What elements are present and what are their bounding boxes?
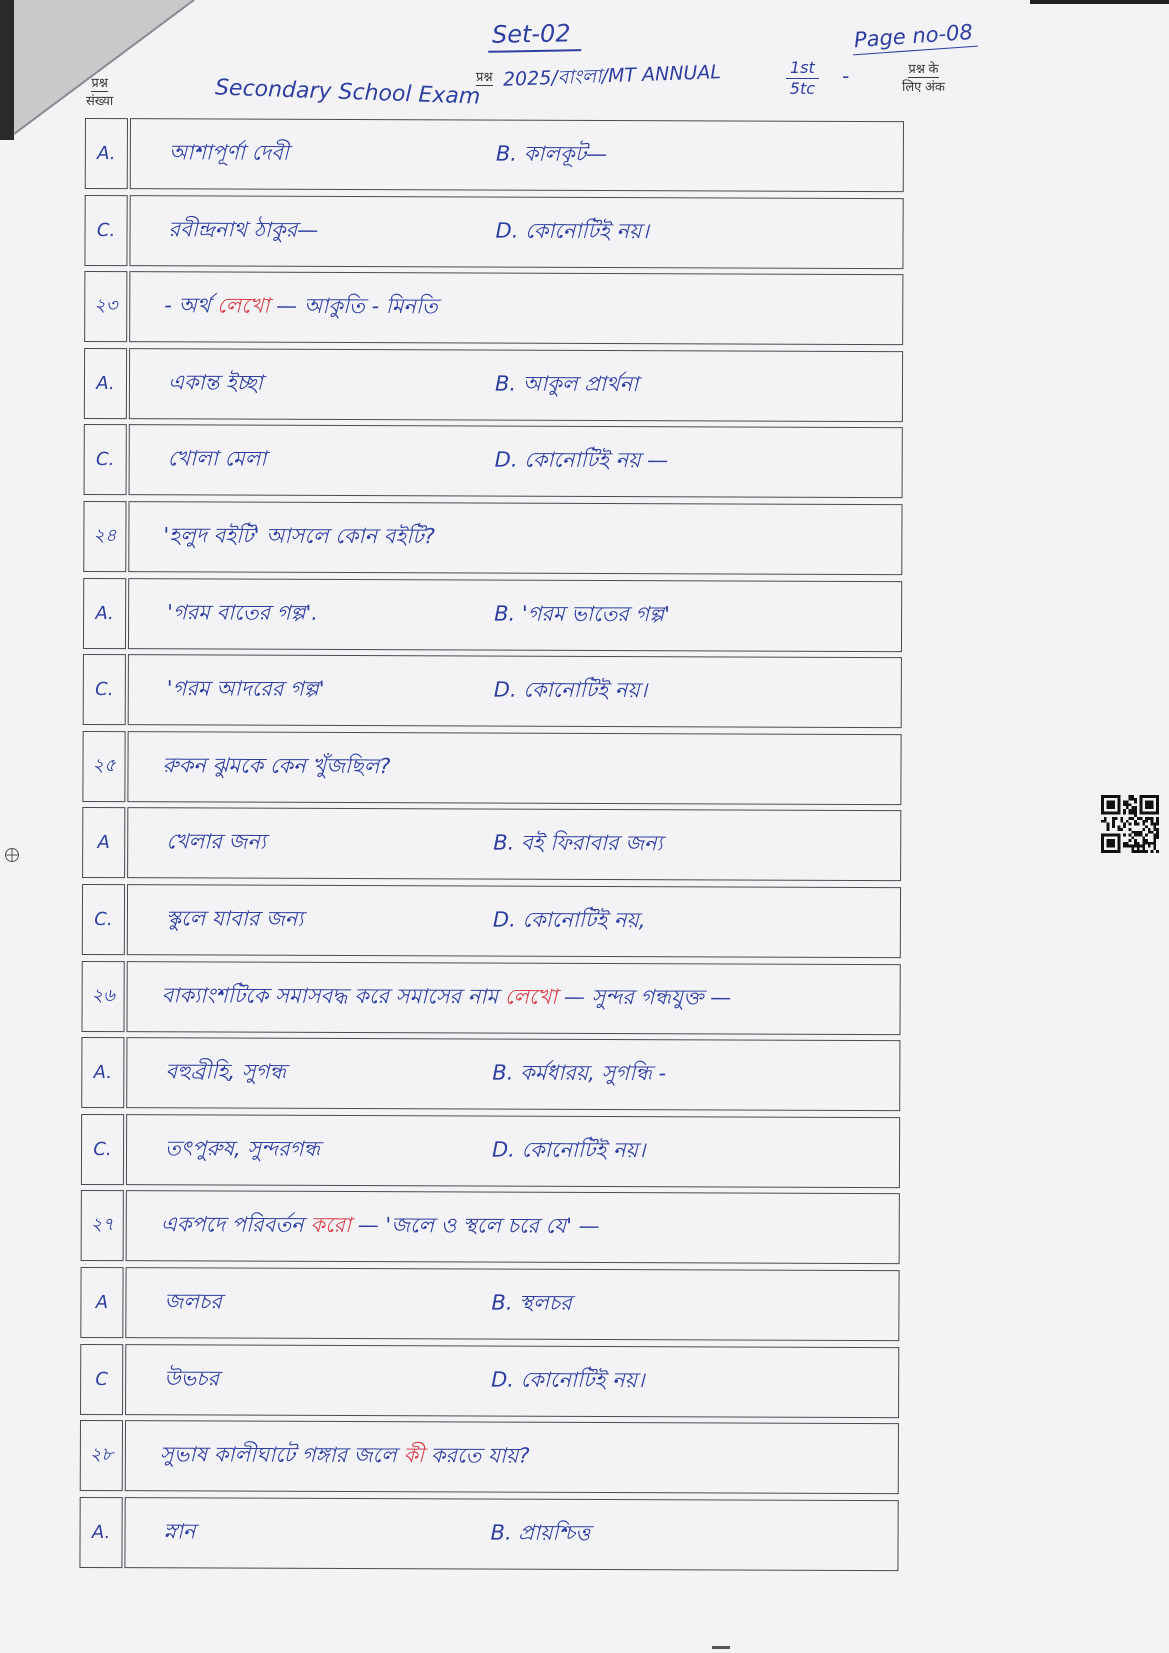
- row-content: [129, 425, 903, 499]
- row-content: [128, 578, 902, 652]
- question-text-part: - অর্থ: [164, 293, 218, 318]
- option-left-answer: 'গরম আদরের গল্প': [166, 676, 325, 702]
- question-text-part: 'হলুদ বইটি' আসলে কোন বইটি?: [163, 523, 435, 549]
- option-row: [82, 884, 904, 958]
- qno-label-line1: प्रश्न: [91, 75, 108, 90]
- row-content: [129, 348, 903, 422]
- paper-fraction: [786, 58, 819, 99]
- row-number: C.: [84, 195, 127, 266]
- header-dash: -: [842, 64, 850, 88]
- row-content: [128, 501, 902, 575]
- set-number: Set-02: [488, 19, 581, 53]
- row-number: ২৬: [81, 961, 124, 1032]
- option-right-answer: B. 'গরম ভাতের গল্প': [494, 601, 671, 626]
- scan-edge-bar: [1030, 0, 1169, 4]
- row-content: [126, 1037, 900, 1111]
- row-number: C.: [83, 654, 126, 725]
- row-number: A.: [85, 118, 128, 189]
- option-left-answer: স্নান: [163, 1519, 196, 1544]
- question-row: [84, 271, 906, 345]
- row-content: [126, 1191, 900, 1265]
- row-number: ২৮: [80, 1420, 123, 1491]
- question-text-part: একপদে পরিবর্তন: [160, 1212, 311, 1238]
- red-ink-word: কী: [403, 1443, 425, 1468]
- marks-label-line1: प्रश्न के: [908, 61, 939, 76]
- red-ink-word: লেখো: [216, 293, 270, 318]
- option-left-answer: উভচর: [164, 1365, 220, 1391]
- option-right-answer: B. কর্মধারয়, সুগন্ধি -: [492, 1060, 667, 1086]
- question-text: [162, 732, 390, 802]
- option-row: [83, 578, 905, 652]
- option-left-answer: তৎপুরুষ, সুন্দরগন্ধ: [164, 1136, 321, 1161]
- paper-code: 2025/বাংলা/MT ANNUAL: [502, 61, 722, 91]
- red-ink-word: লেখো: [504, 984, 558, 1009]
- question-label-text: प्रश्न: [476, 69, 493, 84]
- question-text: [161, 1192, 600, 1263]
- page-number: Page no-08: [851, 20, 978, 56]
- option-right-answer: B. প্রায়শ্চিত্ত: [490, 1520, 591, 1545]
- row-number: ২৪: [83, 501, 126, 572]
- row-number: A: [80, 1267, 123, 1338]
- option-row: [84, 424, 906, 498]
- row-number: C.: [84, 424, 127, 495]
- row-content: [124, 1497, 898, 1571]
- option-row: [79, 1497, 901, 1571]
- option-left-answer: স্কুলে যাবার জন্য: [165, 906, 304, 931]
- row-content: [129, 195, 903, 269]
- question-row: [82, 731, 904, 805]
- row-number: A.: [84, 348, 127, 419]
- question-text: [160, 1421, 530, 1491]
- row-number: A.: [81, 1037, 124, 1108]
- question-text: [163, 502, 435, 572]
- row-content: [126, 961, 900, 1035]
- question-text-part: বাক্যাংশটিকে সমাসবদ্ধ করে সমাসের নাম: [161, 982, 505, 1009]
- option-row: [80, 1267, 902, 1341]
- question-row: [80, 1420, 902, 1494]
- option-right-answer: D. কোনোটিই নয়।: [493, 677, 648, 703]
- row-content: [125, 1267, 899, 1341]
- option-right-answer: D. কোনোটিই নয়।: [495, 218, 649, 243]
- row-number: A.: [83, 578, 126, 649]
- option-row: [82, 807, 904, 881]
- fraction-bottom: 5tc: [789, 79, 816, 98]
- answer-table: [79, 118, 907, 1573]
- scan-mark: [712, 1646, 730, 1649]
- row-content: [127, 884, 901, 958]
- row-number: ২৫: [82, 731, 125, 802]
- row-content: [129, 271, 903, 345]
- row-content: [130, 118, 904, 192]
- fraction-top: 1st: [786, 58, 819, 79]
- option-right-answer: B. আকুল প্রার্থনা: [494, 371, 639, 396]
- question-row: [83, 501, 905, 575]
- option-row: [84, 195, 906, 269]
- row-number: A.: [79, 1497, 122, 1568]
- option-row: [85, 118, 907, 192]
- option-left-answer: বহুব্রীহি, সুগন্ধ: [165, 1059, 287, 1084]
- option-right-answer: B. স্থলচর: [491, 1290, 572, 1315]
- option-left-answer: রবীন্দ্রনাথ ঠাকুর—: [168, 216, 319, 242]
- option-row: [81, 1114, 903, 1188]
- option-left-answer: জলচর: [164, 1289, 222, 1314]
- row-content: [127, 808, 901, 882]
- crosshair-circle-icon: [4, 847, 20, 863]
- question-text: [161, 962, 731, 1033]
- row-number: ২৩: [84, 271, 127, 342]
- row-content: [127, 731, 901, 805]
- option-left-answer: খোলা মেলা: [167, 446, 267, 472]
- option-left-answer: একান্ত ইচ্ছা: [167, 370, 263, 395]
- marks-label-line2: लिए अंक: [902, 79, 945, 94]
- row-content: [125, 1344, 899, 1418]
- option-right-answer: D. কোনোটিই নয়।: [491, 1137, 646, 1162]
- option-right-answer: B. বই ফিরাবার জন্য: [493, 830, 663, 856]
- option-left-answer: খেলার জন্য: [166, 829, 266, 855]
- question-number-column-label: [86, 74, 113, 109]
- row-number: A: [82, 807, 125, 878]
- question-text-part: — 'জলে ও স্থলে চরে যে' —: [351, 1213, 600, 1239]
- row-number: ২৭: [81, 1190, 124, 1261]
- red-ink-word: করো: [310, 1213, 352, 1238]
- row-content: [125, 1420, 899, 1494]
- option-right-answer: D. কোনোটিই নয়,: [492, 907, 646, 933]
- qr-code-icon: [1101, 795, 1159, 853]
- question-text-part: সুভাষ কালীঘাটে গঙ্গার জলে: [159, 1442, 404, 1468]
- question-row: [81, 1190, 903, 1264]
- option-right-answer: D. কোনোটিই নয়।: [491, 1367, 645, 1392]
- option-row: [84, 348, 906, 422]
- option-left-answer: আশাপূর্ণা দেবী: [168, 140, 289, 165]
- marks-column-label: [902, 60, 945, 95]
- option-right-answer: D. কোনোটিই নয় —: [494, 447, 669, 473]
- option-row: [80, 1344, 902, 1418]
- question-text-part: করতে যায়?: [424, 1443, 530, 1468]
- exam-name: Secondary School Exam: [214, 75, 481, 110]
- question-text-part: — সুন্দর গন্ধযুক্ত —: [557, 984, 732, 1010]
- question-text-part: রুকন ঝুমকে কেন খুঁজছিল?: [162, 753, 391, 778]
- row-number: C.: [82, 884, 125, 955]
- qno-label-line2: संख्या: [86, 93, 114, 108]
- option-row: [81, 1037, 903, 1111]
- row-content: [128, 654, 902, 728]
- option-left-answer: 'গরম বাতের গল্প'.: [167, 599, 318, 625]
- question-text-part: — আকুতি - মিনতি: [269, 293, 438, 319]
- question-column-label: [476, 68, 493, 86]
- row-number: C.: [81, 1114, 124, 1185]
- row-number: C: [80, 1344, 123, 1415]
- row-content: [126, 1114, 900, 1188]
- option-row: [83, 654, 905, 728]
- option-right-answer: B. কালকূট—: [495, 141, 608, 167]
- question-row: [81, 961, 903, 1035]
- question-text: [164, 272, 438, 342]
